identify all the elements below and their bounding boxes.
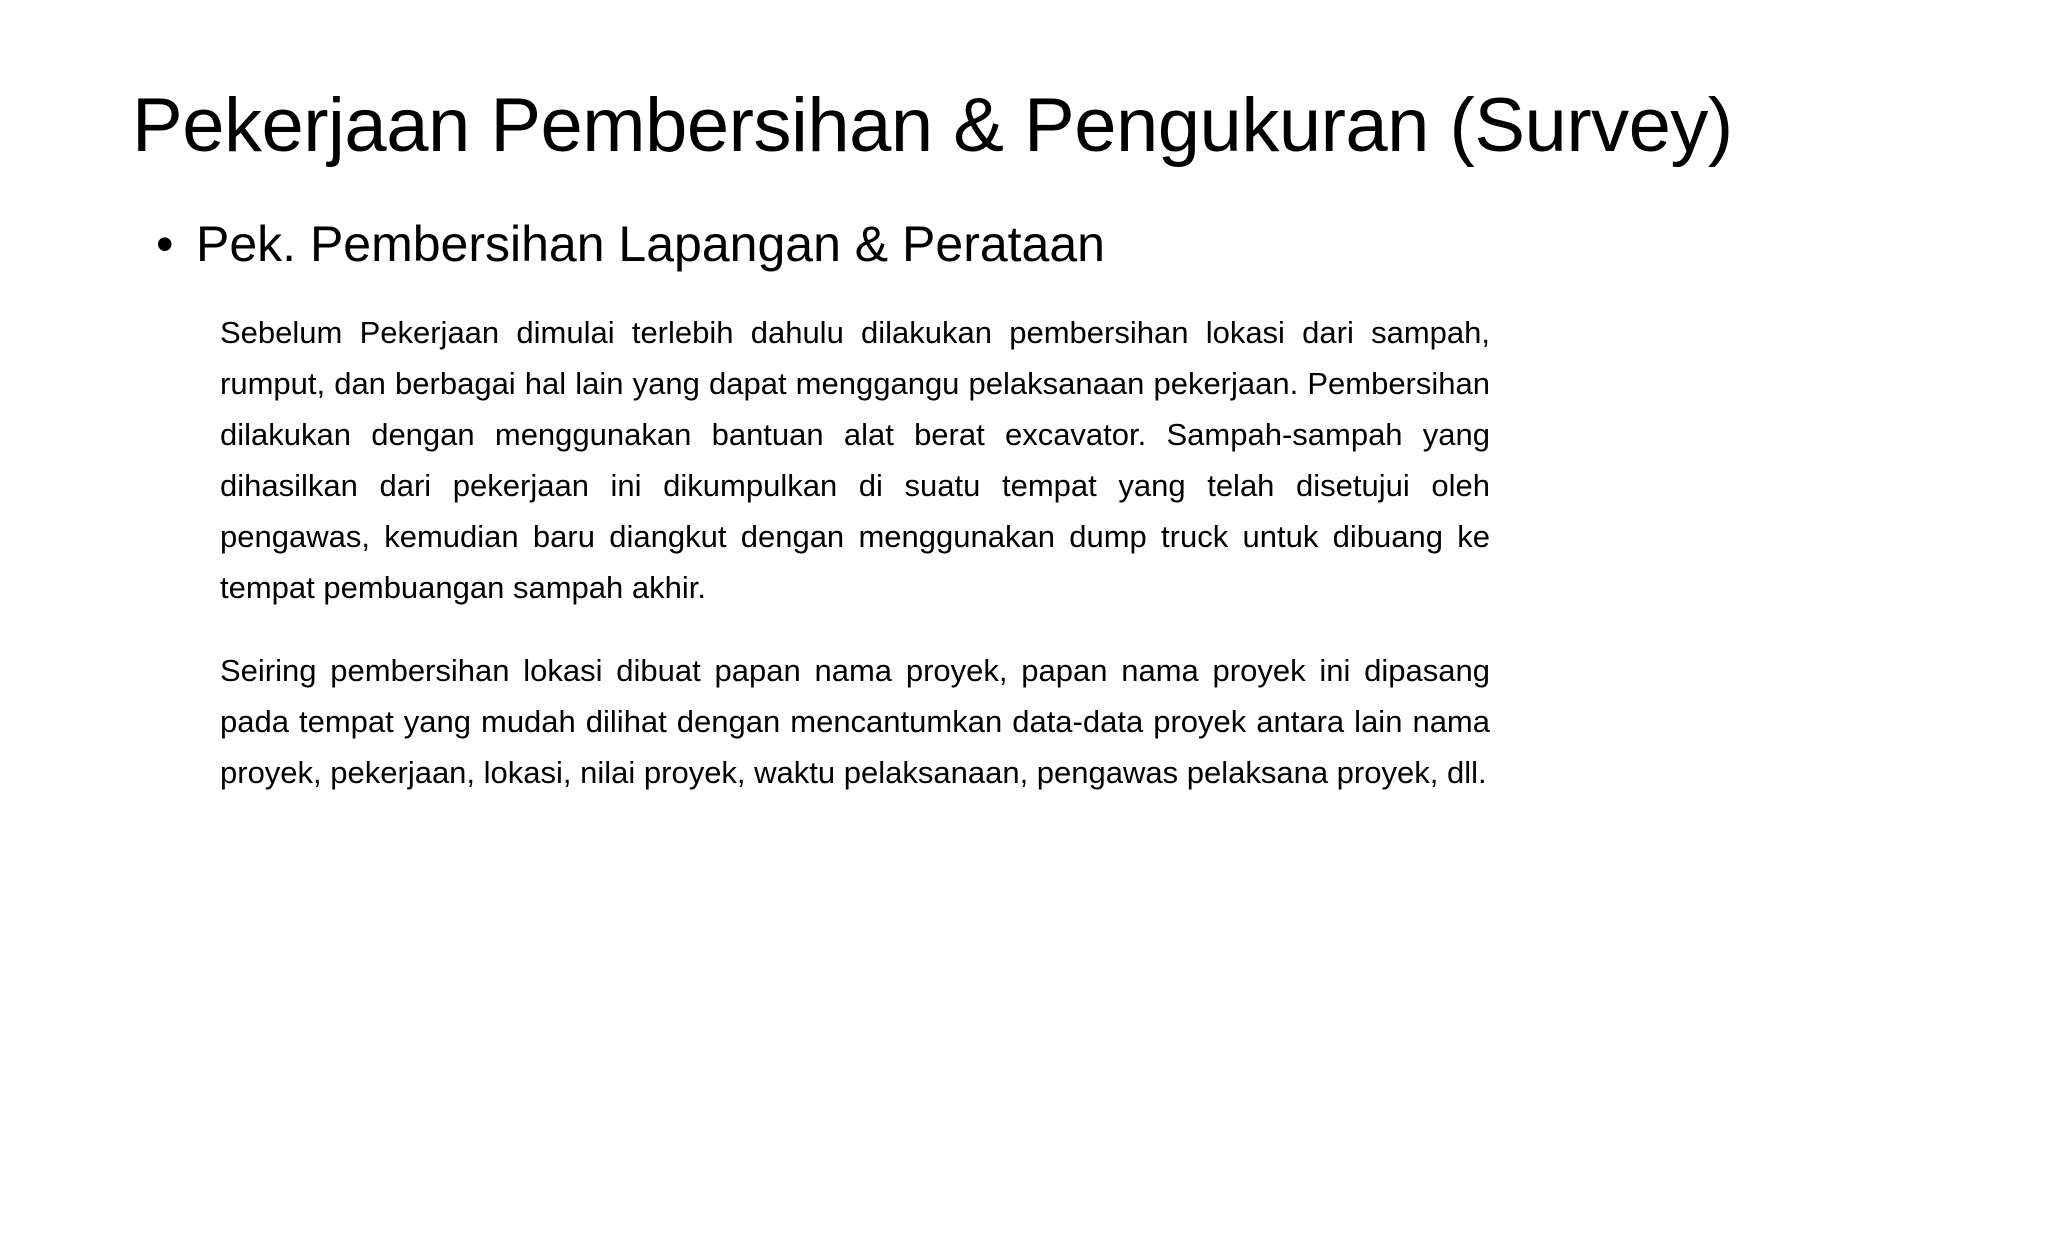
bullet-marker: • (156, 216, 174, 272)
bullet-item (156, 214, 1105, 274)
body-paragraph-1: Sebelum Pekerjaan dimulai terlebih dahulu dilakukan pembersihan lokasi dari sampah, rumput, dan berbagai hal lain yang dapat menggangu pelaksanaan pekerjaan. Pembersihan dilakukan dengan menggunakan bantuan alat berat excavator. Sampah-sampah yang dihasilkan dari pekerjaan ini dikumpulkan di suatu tempat yang telah disetujui oleh pengawas, kemudian baru diangkut dengan menggunakan dump truck untuk dibuang ke tempat pembuangan sampah akhir. (220, 315, 1490, 605)
bullet-text: Pek. Pembersihan Lapangan & Perataan (196, 216, 1105, 272)
body-paragraph-2: Seiring pembersihan lokasi dibuat papan nama proyek, papan nama proyek ini dipasang pada tempat yang mudah dilihat dengan mencantumkan data-data proyek antara lain nama proyek, pekerjaan, lokasi, nilai proyek, waktu pelaksanaan, pengawas pelaksana proyek, dll. (220, 653, 1490, 790)
slide-title: Pekerjaan Pembersihan & Pengukuran (Survey) (132, 83, 1733, 168)
